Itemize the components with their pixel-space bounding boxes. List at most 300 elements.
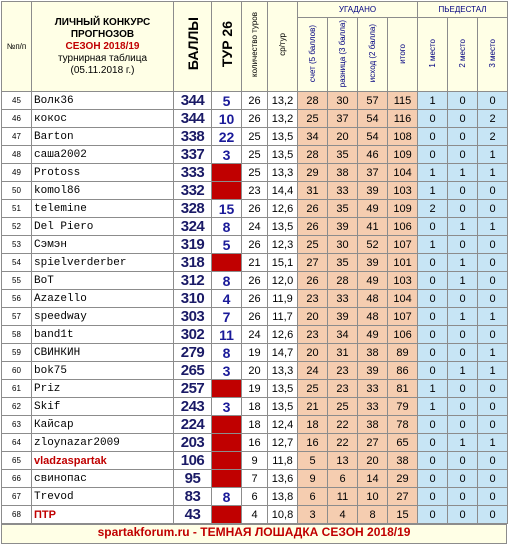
- guessed-total: 81: [388, 380, 418, 398]
- goal-diff-count: 31: [328, 344, 358, 362]
- points: 319: [174, 236, 212, 254]
- title-line2: ПРОГНОЗОВ: [70, 28, 135, 40]
- avg-per-tour: 12,6: [268, 326, 298, 344]
- points: 318: [174, 254, 212, 272]
- tours-count: 26: [242, 272, 268, 290]
- goal-diff-count: 30: [328, 92, 358, 110]
- row-number: 64: [2, 434, 32, 452]
- guessed-total: 101: [388, 254, 418, 272]
- table-row: [2, 380, 508, 398]
- points: 303: [174, 308, 212, 326]
- table-row: [2, 92, 508, 110]
- first-place-count: 0: [418, 470, 448, 488]
- tours-count: 26: [242, 110, 268, 128]
- second-place-count: 0: [448, 110, 478, 128]
- second-place-count: 0: [448, 326, 478, 344]
- outcome-count: 27: [358, 434, 388, 452]
- tours-count: 6: [242, 488, 268, 506]
- tour-points: [212, 254, 242, 272]
- participant-name: Priz: [32, 380, 174, 398]
- tours-count: 19: [242, 344, 268, 362]
- row-number: 46: [2, 110, 32, 128]
- tours-count: 26: [242, 92, 268, 110]
- avg-per-tour: 15,1: [268, 254, 298, 272]
- first-place-count: 0: [418, 146, 448, 164]
- tour-points: [212, 416, 242, 434]
- points: 310: [174, 290, 212, 308]
- third-place-count: 1: [478, 362, 508, 380]
- outcome-count: 33: [358, 380, 388, 398]
- third-place-count: 0: [478, 200, 508, 218]
- exact-score-count: 25: [298, 380, 328, 398]
- avg-per-tour: 14,7: [268, 344, 298, 362]
- points: 224: [174, 416, 212, 434]
- second-place-count: 0: [448, 488, 478, 506]
- first-place-count: 0: [418, 434, 448, 452]
- third-place-count: 0: [478, 326, 508, 344]
- season-label: СЕЗОН 2018/19: [65, 40, 140, 52]
- tours-count: 18: [242, 416, 268, 434]
- row-number: 49: [2, 164, 32, 182]
- participant-name: кокос: [32, 110, 174, 128]
- second-place-count: 0: [448, 182, 478, 200]
- first-place-count: 0: [418, 326, 448, 344]
- goal-diff-count: 34: [328, 326, 358, 344]
- exact-score-count: 16: [298, 434, 328, 452]
- participant-name: свинопас: [32, 470, 174, 488]
- points: 95: [174, 470, 212, 488]
- avg-per-tour: 13,2: [268, 92, 298, 110]
- third-place-count: 2: [478, 128, 508, 146]
- table-row: [2, 182, 508, 200]
- goal-diff-count: 23: [328, 380, 358, 398]
- second-place-count: 0: [448, 380, 478, 398]
- outcome-count: 49: [358, 326, 388, 344]
- guessed-group-header: УГАДАНО: [298, 2, 418, 18]
- participant-name: zloynazar2009: [32, 434, 174, 452]
- goal-diff-count: 13: [328, 452, 358, 470]
- table-row: [2, 434, 508, 452]
- guessed-total: 107: [388, 308, 418, 326]
- goal-diff-count: 35: [328, 200, 358, 218]
- guessed-total: 109: [388, 200, 418, 218]
- col-points-header: БАЛЛЫ: [174, 2, 212, 92]
- guessed-total: 15: [388, 506, 418, 524]
- table-row: [2, 200, 508, 218]
- participant-name: ПТР: [32, 506, 174, 524]
- outcome-count: 54: [358, 128, 388, 146]
- avg-per-tour: 13,3: [268, 164, 298, 182]
- goal-diff-count: 6: [328, 470, 358, 488]
- second-place-count: 0: [448, 128, 478, 146]
- avg-per-tour: 13,3: [268, 362, 298, 380]
- outcome-count: 49: [358, 200, 388, 218]
- goal-diff-count: 38: [328, 164, 358, 182]
- row-number: 66: [2, 470, 32, 488]
- third-place-count: 1: [478, 434, 508, 452]
- third-place-count: 0: [478, 416, 508, 434]
- points: 43: [174, 506, 212, 524]
- third-place-count: 0: [478, 182, 508, 200]
- third-place-count: 0: [478, 236, 508, 254]
- participant-name: spielverderber: [32, 254, 174, 272]
- tours-count: 25: [242, 128, 268, 146]
- exact-score-count: 20: [298, 308, 328, 326]
- avg-per-tour: 12,7: [268, 434, 298, 452]
- exact-score-count: 28: [298, 146, 328, 164]
- outcome-count: 54: [358, 110, 388, 128]
- participant-name: СВИНКИН: [32, 344, 174, 362]
- goal-diff-count: 28: [328, 272, 358, 290]
- tour-points: 10: [212, 110, 242, 128]
- table-row: [2, 308, 508, 326]
- outcome-count: 10: [358, 488, 388, 506]
- table-row: [2, 326, 508, 344]
- second-place-count: 0: [448, 506, 478, 524]
- avg-per-tour: 12,6: [268, 200, 298, 218]
- outcome-count: 39: [358, 254, 388, 272]
- outcome-count: 38: [358, 344, 388, 362]
- second-place-count: 1: [448, 254, 478, 272]
- first-place-count: 0: [418, 254, 448, 272]
- goal-diff-count: 11: [328, 488, 358, 506]
- goal-diff-count: 25: [328, 398, 358, 416]
- row-number: 51: [2, 200, 32, 218]
- table-date: (05.11.2018 г.): [70, 64, 135, 76]
- points: 312: [174, 272, 212, 290]
- tours-count: 16: [242, 434, 268, 452]
- outcome-count: 49: [358, 272, 388, 290]
- second-place-count: 0: [448, 344, 478, 362]
- table-row: [2, 110, 508, 128]
- second-place-count: 0: [448, 470, 478, 488]
- avg-per-tour: 13,8: [268, 488, 298, 506]
- goal-diff-count: 23: [328, 362, 358, 380]
- exact-score-count: 23: [298, 326, 328, 344]
- points: 203: [174, 434, 212, 452]
- participant-name: Trevod: [32, 488, 174, 506]
- points: 265: [174, 362, 212, 380]
- tour-points: 5: [212, 92, 242, 110]
- second-place-count: 0: [448, 200, 478, 218]
- avg-per-tour: 13,5: [268, 218, 298, 236]
- row-number: 56: [2, 290, 32, 308]
- participant-name: Skif: [32, 398, 174, 416]
- goal-diff-count: 35: [328, 146, 358, 164]
- second-place-count: 1: [448, 434, 478, 452]
- outcome-count: 46: [358, 146, 388, 164]
- exact-score-count: 26: [298, 272, 328, 290]
- tours-count: 7: [242, 470, 268, 488]
- points: 344: [174, 92, 212, 110]
- outcome-count: 52: [358, 236, 388, 254]
- first-place-count: 1: [418, 398, 448, 416]
- goal-diff-count: 22: [328, 416, 358, 434]
- participant-name: Protoss: [32, 164, 174, 182]
- avg-per-tour: 13,5: [268, 128, 298, 146]
- first-place-count: 1: [418, 92, 448, 110]
- exact-score-count: 6: [298, 488, 328, 506]
- col-place3-header: 3 место: [478, 18, 508, 92]
- participant-name: саша2002: [32, 146, 174, 164]
- first-place-count: 0: [418, 128, 448, 146]
- guessed-total: 109: [388, 146, 418, 164]
- participant-name: BoT: [32, 272, 174, 290]
- second-place-count: 0: [448, 416, 478, 434]
- goal-diff-count: 20: [328, 128, 358, 146]
- points: 332: [174, 182, 212, 200]
- goal-diff-count: 35: [328, 254, 358, 272]
- avg-per-tour: 13,2: [268, 110, 298, 128]
- first-place-count: 0: [418, 416, 448, 434]
- participant-name: Azazello: [32, 290, 174, 308]
- points: 83: [174, 488, 212, 506]
- row-number: 63: [2, 416, 32, 434]
- goal-diff-count: 37: [328, 110, 358, 128]
- outcome-count: 38: [358, 416, 388, 434]
- exact-score-count: 25: [298, 110, 328, 128]
- second-place-count: 0: [448, 146, 478, 164]
- podium-group-header: ПЬЕДЕСТАЛ: [418, 2, 508, 18]
- col-num-header: №п/п: [2, 2, 32, 92]
- third-place-count: 0: [478, 254, 508, 272]
- tour-points: [212, 434, 242, 452]
- third-place-count: 2: [478, 110, 508, 128]
- participant-name: telemine: [32, 200, 174, 218]
- table-row: [2, 128, 508, 146]
- table-row: [2, 146, 508, 164]
- outcome-count: 48: [358, 290, 388, 308]
- first-place-count: 0: [418, 362, 448, 380]
- table-row: [2, 488, 508, 506]
- guessed-total: 103: [388, 182, 418, 200]
- tours-count: 23: [242, 182, 268, 200]
- third-place-count: 1: [478, 164, 508, 182]
- col-place1-header: 1 место: [418, 18, 448, 92]
- third-place-count: 1: [478, 146, 508, 164]
- participant-name: Кайсар: [32, 416, 174, 434]
- standings-table: [1, 1, 508, 524]
- row-number: 48: [2, 146, 32, 164]
- table-row: [2, 416, 508, 434]
- participant-name: Волк36: [32, 92, 174, 110]
- goal-diff-count: 33: [328, 290, 358, 308]
- col-score-header: счет (5 баллов): [298, 18, 328, 92]
- third-place-count: 0: [478, 290, 508, 308]
- row-number: 47: [2, 128, 32, 146]
- tour-points: 22: [212, 128, 242, 146]
- first-place-count: 2: [418, 200, 448, 218]
- third-place-count: 0: [478, 452, 508, 470]
- first-place-count: 0: [418, 506, 448, 524]
- first-place-count: 0: [418, 488, 448, 506]
- outcome-count: 41: [358, 218, 388, 236]
- second-place-count: 1: [448, 272, 478, 290]
- guessed-total: 86: [388, 362, 418, 380]
- avg-per-tour: 11,9: [268, 290, 298, 308]
- participant-name: Сэмэн: [32, 236, 174, 254]
- points: 328: [174, 200, 212, 218]
- row-number: 62: [2, 398, 32, 416]
- row-number: 59: [2, 344, 32, 362]
- exact-score-count: 26: [298, 218, 328, 236]
- outcome-count: 14: [358, 470, 388, 488]
- first-place-count: 0: [418, 308, 448, 326]
- tour-points: 8: [212, 218, 242, 236]
- tour-points: [212, 452, 242, 470]
- points: 302: [174, 326, 212, 344]
- points: 333: [174, 164, 212, 182]
- points: 106: [174, 452, 212, 470]
- points: 279: [174, 344, 212, 362]
- standings-sheet: [1, 1, 507, 539]
- col-outcome-header: исход (2 балла): [358, 18, 388, 92]
- outcome-count: 39: [358, 362, 388, 380]
- exact-score-count: 3: [298, 506, 328, 524]
- row-number: 45: [2, 92, 32, 110]
- third-place-count: 0: [478, 488, 508, 506]
- table-row: [2, 452, 508, 470]
- tours-count: 25: [242, 164, 268, 182]
- tour-points: 4: [212, 290, 242, 308]
- third-place-count: 0: [478, 272, 508, 290]
- tour-points: 8: [212, 272, 242, 290]
- avg-per-tour: 10,8: [268, 506, 298, 524]
- tour-points: 15: [212, 200, 242, 218]
- tour-points: [212, 380, 242, 398]
- exact-score-count: 29: [298, 164, 328, 182]
- row-number: 61: [2, 380, 32, 398]
- table-row: [2, 164, 508, 182]
- guessed-total: 104: [388, 290, 418, 308]
- row-number: 54: [2, 254, 32, 272]
- third-place-count: 1: [478, 308, 508, 326]
- tours-count: 26: [242, 200, 268, 218]
- guessed-total: 65: [388, 434, 418, 452]
- table-row: [2, 362, 508, 380]
- participant-name: bok75: [32, 362, 174, 380]
- tours-count: 24: [242, 218, 268, 236]
- row-number: 67: [2, 488, 32, 506]
- points: 338: [174, 128, 212, 146]
- outcome-count: 39: [358, 182, 388, 200]
- second-place-count: 0: [448, 452, 478, 470]
- guessed-total: 106: [388, 326, 418, 344]
- tours-count: 24: [242, 326, 268, 344]
- first-place-count: 0: [418, 344, 448, 362]
- row-number: 55: [2, 272, 32, 290]
- guessed-total: 38: [388, 452, 418, 470]
- third-place-count: 0: [478, 398, 508, 416]
- exact-score-count: 26: [298, 200, 328, 218]
- third-place-count: 0: [478, 92, 508, 110]
- exact-score-count: 23: [298, 290, 328, 308]
- guessed-total: 108: [388, 128, 418, 146]
- second-place-count: 1: [448, 308, 478, 326]
- tours-count: 4: [242, 506, 268, 524]
- avg-per-tour: 11,7: [268, 308, 298, 326]
- avg-per-tour: 12,4: [268, 416, 298, 434]
- avg-per-tour: 12,0: [268, 272, 298, 290]
- title-line1: ЛИЧНЫЙ КОНКУРС: [54, 16, 151, 28]
- guessed-total: 116: [388, 110, 418, 128]
- col-tour-header: ТУР 26: [212, 2, 242, 92]
- goal-diff-count: 4: [328, 506, 358, 524]
- third-place-count: 1: [478, 344, 508, 362]
- outcome-count: 8: [358, 506, 388, 524]
- avg-per-tour: 11,8: [268, 452, 298, 470]
- row-number: 53: [2, 236, 32, 254]
- goal-diff-count: 39: [328, 308, 358, 326]
- first-place-count: 1: [418, 164, 448, 182]
- participant-name: Del Piero: [32, 218, 174, 236]
- guessed-total: 78: [388, 416, 418, 434]
- first-place-count: 0: [418, 452, 448, 470]
- second-place-count: 0: [448, 92, 478, 110]
- row-number: 57: [2, 308, 32, 326]
- tours-count: 20: [242, 362, 268, 380]
- participant-name: speedway: [32, 308, 174, 326]
- tour-points: 5: [212, 236, 242, 254]
- row-number: 58: [2, 326, 32, 344]
- table-name: турнирная таблица: [57, 52, 148, 64]
- guessed-total: 103: [388, 272, 418, 290]
- third-place-count: 0: [478, 470, 508, 488]
- row-number: 68: [2, 506, 32, 524]
- tours-count: 18: [242, 398, 268, 416]
- second-place-count: 1: [448, 218, 478, 236]
- title-block: [32, 2, 174, 92]
- third-place-count: 1: [478, 218, 508, 236]
- participant-name: komol86: [32, 182, 174, 200]
- guessed-total: 89: [388, 344, 418, 362]
- col-avg-header: ср/тур: [268, 2, 298, 92]
- guessed-total: 115: [388, 92, 418, 110]
- guessed-total: 79: [388, 398, 418, 416]
- participant-name: Barton: [32, 128, 174, 146]
- exact-score-count: 20: [298, 344, 328, 362]
- exact-score-count: 25: [298, 236, 328, 254]
- third-place-count: 0: [478, 380, 508, 398]
- points: 324: [174, 218, 212, 236]
- goal-diff-count: 33: [328, 182, 358, 200]
- table-row: [2, 272, 508, 290]
- exact-score-count: 28: [298, 92, 328, 110]
- first-place-count: 0: [418, 110, 448, 128]
- first-place-count: 0: [418, 290, 448, 308]
- col-tours-header: количество туров: [242, 2, 268, 92]
- goal-diff-count: 30: [328, 236, 358, 254]
- table-row: [2, 506, 508, 524]
- row-number: 52: [2, 218, 32, 236]
- standings-rows: [2, 92, 508, 524]
- col-total-header: итого: [388, 18, 418, 92]
- third-place-count: 0: [478, 506, 508, 524]
- first-place-count: 0: [418, 218, 448, 236]
- guessed-total: 106: [388, 218, 418, 236]
- tour-points: 7: [212, 308, 242, 326]
- tours-count: 25: [242, 146, 268, 164]
- col-place2-header: 2 место: [448, 18, 478, 92]
- points: 344: [174, 110, 212, 128]
- tours-count: 26: [242, 236, 268, 254]
- avg-per-tour: 12,3: [268, 236, 298, 254]
- table-row: [2, 254, 508, 272]
- outcome-count: 20: [358, 452, 388, 470]
- participant-name: band1t: [32, 326, 174, 344]
- points: 243: [174, 398, 212, 416]
- outcome-count: 33: [358, 398, 388, 416]
